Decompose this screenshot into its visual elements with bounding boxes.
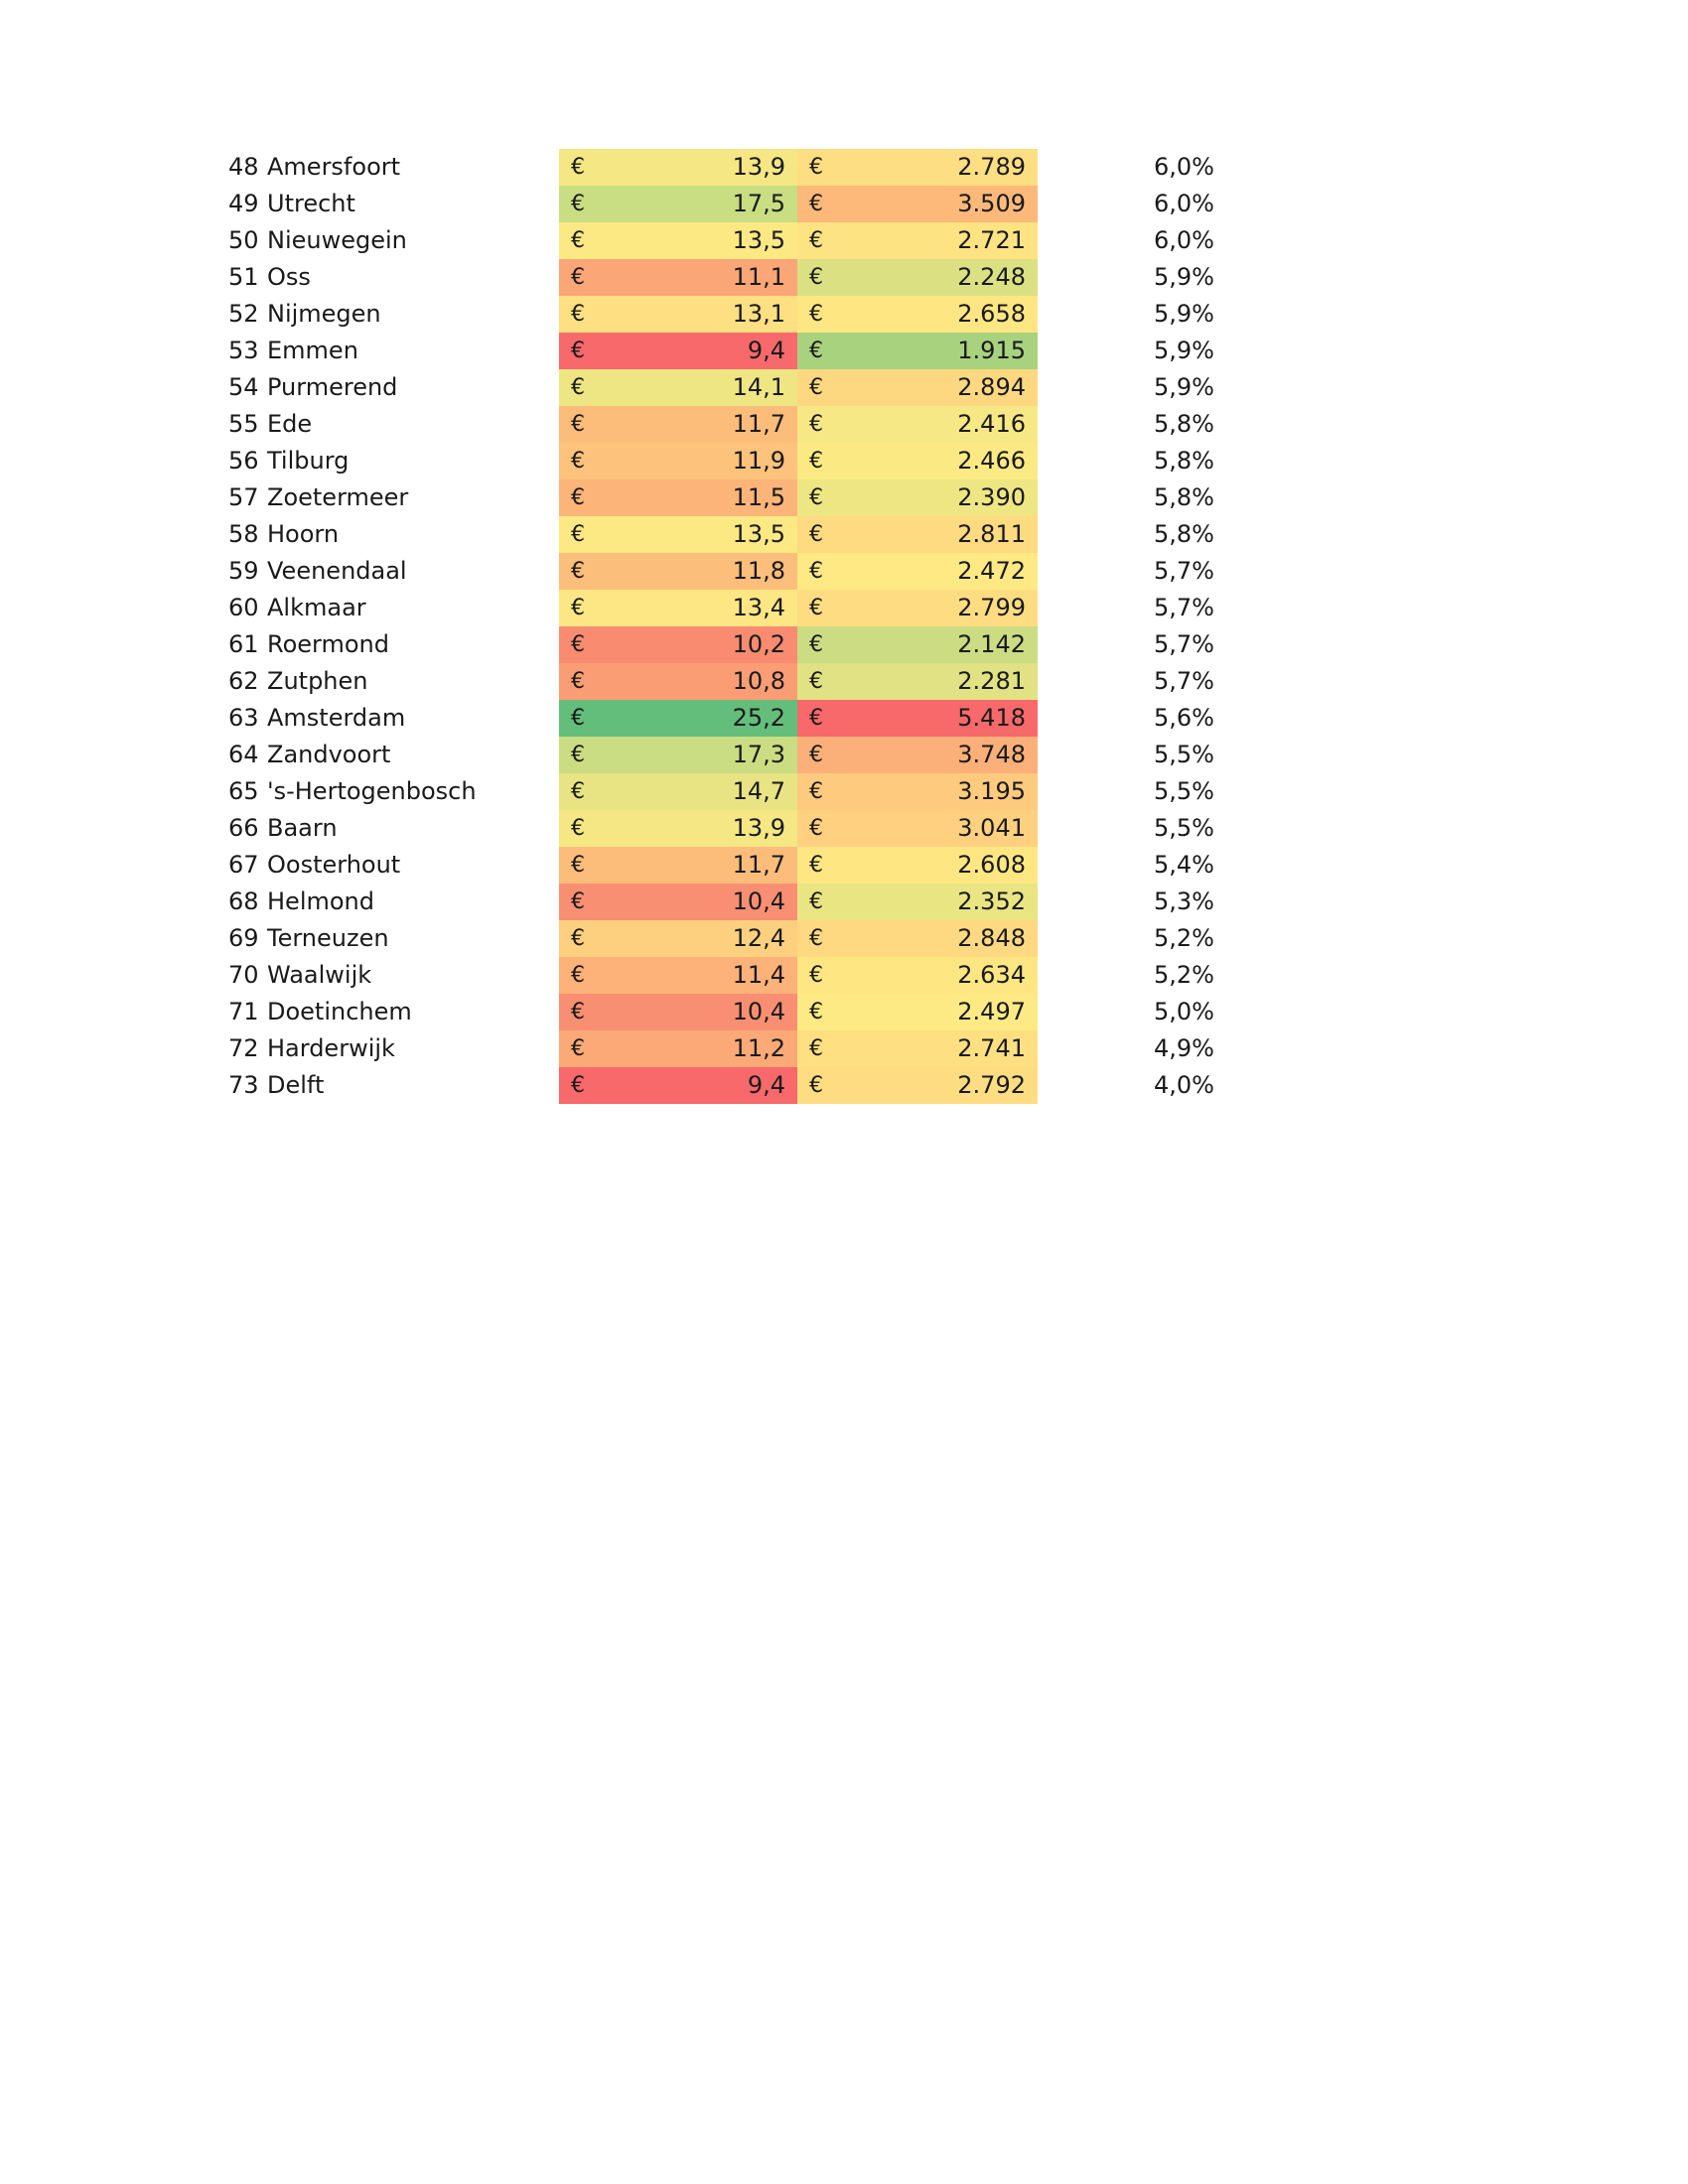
- table-row: [223, 957, 1216, 994]
- currency-symbol: €: [571, 779, 585, 804]
- value-a: 9,4: [747, 337, 785, 364]
- value-a: 25,2: [732, 704, 785, 732]
- value-a-cell: [559, 443, 797, 479]
- value-a-cell: [559, 810, 797, 847]
- currency-symbol: €: [571, 706, 585, 731]
- rank-cell: 60: [228, 594, 259, 621]
- rank-cell: 63: [228, 704, 259, 732]
- value-b-cell: [797, 700, 1038, 737]
- value-b-cell: [797, 479, 1038, 516]
- value-b: 3.041: [957, 814, 1026, 842]
- value-b: 2.472: [957, 557, 1026, 585]
- percent-cell: 5,5%: [1154, 777, 1214, 805]
- currency-symbol: €: [809, 816, 823, 841]
- value-b: 3.509: [957, 190, 1026, 217]
- value-a: 13,4: [732, 594, 785, 621]
- city-cell: Tilburg: [267, 447, 350, 475]
- currency-symbol: €: [571, 485, 585, 510]
- percent-cell: 6,0%: [1154, 153, 1214, 181]
- currency-symbol: €: [571, 1000, 585, 1024]
- value-a: 10,8: [732, 667, 785, 695]
- currency-symbol: €: [809, 596, 823, 620]
- table-row: [223, 443, 1216, 479]
- value-a-cell: [559, 1067, 797, 1104]
- city-cell: Zutphen: [267, 667, 368, 695]
- table-row: [223, 333, 1216, 369]
- value-a: 10,2: [732, 630, 785, 658]
- city-cell: Oosterhout: [267, 851, 401, 879]
- percent-cell: 5,9%: [1154, 337, 1214, 364]
- rank-cell: 59: [228, 557, 259, 585]
- value-b-cell: [797, 259, 1038, 296]
- percent-cell: 5,7%: [1154, 557, 1214, 585]
- value-b-cell: [797, 1030, 1038, 1067]
- value-a: 11,4: [732, 961, 785, 989]
- city-cell: Doetinchem: [267, 998, 412, 1025]
- currency-symbol: €: [571, 228, 585, 253]
- currency-symbol: €: [571, 375, 585, 400]
- rank-cell: 58: [228, 520, 259, 548]
- table-row: [223, 847, 1216, 884]
- currency-symbol: €: [571, 192, 585, 216]
- percent-cell: 5,0%: [1154, 998, 1214, 1025]
- currency-symbol: €: [571, 632, 585, 657]
- city-cell: Waalwijk: [267, 961, 372, 989]
- value-a-cell: [559, 149, 797, 186]
- value-a-cell: [559, 884, 797, 920]
- percent-cell: 5,2%: [1154, 924, 1214, 952]
- table-row: [223, 369, 1216, 406]
- city-cell: Zandvoort: [267, 741, 391, 768]
- value-b-cell: [797, 663, 1038, 700]
- table-row: [223, 626, 1216, 663]
- value-a-cell: [559, 516, 797, 553]
- currency-symbol: €: [809, 963, 823, 988]
- value-a: 17,5: [732, 190, 785, 217]
- value-b: 2.352: [957, 887, 1026, 915]
- currency-symbol: €: [809, 559, 823, 584]
- value-a-cell: [559, 296, 797, 333]
- currency-symbol: €: [809, 1073, 823, 1098]
- city-cell: Purmerend: [267, 373, 398, 401]
- city-cell: Nieuwegein: [267, 226, 407, 254]
- value-b: 2.466: [957, 447, 1026, 475]
- value-b: 2.811: [957, 520, 1026, 548]
- value-b: 2.848: [957, 924, 1026, 952]
- rank-cell: 55: [228, 410, 259, 438]
- rank-cell: 67: [228, 851, 259, 879]
- table-row: [223, 222, 1216, 259]
- rank-cell: 71: [228, 998, 259, 1025]
- value-b: 2.142: [957, 630, 1026, 658]
- value-b: 2.281: [957, 667, 1026, 695]
- rank-cell: 70: [228, 961, 259, 989]
- rank-cell: 57: [228, 483, 259, 511]
- value-b: 2.390: [957, 483, 1026, 511]
- city-cell: Zoetermeer: [267, 483, 409, 511]
- value-b: 2.894: [957, 373, 1026, 401]
- percent-cell: 5,7%: [1154, 630, 1214, 658]
- percent-cell: 5,7%: [1154, 594, 1214, 621]
- currency-symbol: €: [571, 1036, 585, 1061]
- currency-symbol: €: [571, 302, 585, 327]
- value-b: 1.915: [957, 337, 1026, 364]
- percent-cell: 5,7%: [1154, 667, 1214, 695]
- value-b-cell: [797, 516, 1038, 553]
- value-a-cell: [559, 957, 797, 994]
- city-cell: Roermond: [267, 630, 389, 658]
- value-a: 10,4: [732, 887, 785, 915]
- currency-symbol: €: [571, 412, 585, 437]
- currency-symbol: €: [809, 522, 823, 547]
- currency-symbol: €: [571, 926, 585, 951]
- city-cell: Nijmegen: [267, 300, 381, 328]
- percent-cell: 5,6%: [1154, 704, 1214, 732]
- percent-cell: 5,9%: [1154, 300, 1214, 328]
- value-a: 13,1: [732, 300, 785, 328]
- city-cell: Hoorn: [267, 520, 340, 548]
- value-a-cell: [559, 333, 797, 369]
- table-row: [223, 406, 1216, 443]
- currency-symbol: €: [809, 853, 823, 878]
- rank-cell: 65: [228, 777, 259, 805]
- currency-symbol: €: [571, 559, 585, 584]
- value-a: 13,5: [732, 520, 785, 548]
- value-b-cell: [797, 994, 1038, 1030]
- table-row: [223, 590, 1216, 626]
- currency-symbol: €: [809, 228, 823, 253]
- currency-symbol: €: [571, 743, 585, 767]
- city-cell: Emmen: [267, 337, 358, 364]
- table-row: [223, 994, 1216, 1030]
- value-b: 3.195: [957, 777, 1026, 805]
- table-row: [223, 920, 1216, 957]
- city-cell: Amsterdam: [267, 704, 406, 732]
- city-cell: Ede: [267, 410, 313, 438]
- percent-cell: 5,5%: [1154, 741, 1214, 768]
- currency-symbol: €: [809, 412, 823, 437]
- value-b: 2.497: [957, 998, 1026, 1025]
- value-b: 2.792: [957, 1071, 1026, 1099]
- currency-symbol: €: [571, 1073, 585, 1098]
- percent-cell: 5,4%: [1154, 851, 1214, 879]
- city-cell: Oss: [267, 263, 311, 291]
- value-b-cell: [797, 222, 1038, 259]
- value-a: 11,2: [732, 1034, 785, 1062]
- city-cell: Baarn: [267, 814, 338, 842]
- table-row: [223, 884, 1216, 920]
- value-a-cell: [559, 222, 797, 259]
- city-cell: Delft: [267, 1071, 325, 1099]
- table-row: [223, 810, 1216, 847]
- percent-cell: 5,8%: [1154, 520, 1214, 548]
- value-a: 13,9: [732, 814, 785, 842]
- city-cell: Utrecht: [267, 190, 355, 217]
- value-a: 13,5: [732, 226, 785, 254]
- value-a: 12,4: [732, 924, 785, 952]
- percent-cell: 5,9%: [1154, 263, 1214, 291]
- value-b: 2.248: [957, 263, 1026, 291]
- value-a: 9,4: [747, 1071, 785, 1099]
- value-b: 5.418: [957, 704, 1026, 732]
- currency-symbol: €: [809, 265, 823, 290]
- value-b-cell: [797, 369, 1038, 406]
- currency-symbol: €: [571, 596, 585, 620]
- value-a: 11,7: [732, 851, 785, 879]
- rank-cell: 48: [228, 153, 259, 181]
- currency-symbol: €: [809, 706, 823, 731]
- currency-symbol: €: [809, 926, 823, 951]
- value-a-cell: [559, 590, 797, 626]
- value-a: 10,4: [732, 998, 785, 1025]
- percent-cell: 5,8%: [1154, 483, 1214, 511]
- value-b-cell: [797, 773, 1038, 810]
- currency-symbol: €: [571, 853, 585, 878]
- value-b-cell: [797, 590, 1038, 626]
- value-b: 2.658: [957, 300, 1026, 328]
- table-row: [223, 1067, 1216, 1104]
- value-a-cell: [559, 479, 797, 516]
- rank-cell: 52: [228, 300, 259, 328]
- value-a: 11,1: [732, 263, 785, 291]
- value-b: 2.416: [957, 410, 1026, 438]
- value-a-cell: [559, 369, 797, 406]
- rank-cell: 53: [228, 337, 259, 364]
- percent-cell: 6,0%: [1154, 190, 1214, 217]
- currency-symbol: €: [571, 889, 585, 914]
- rank-cell: 61: [228, 630, 259, 658]
- table-row: [223, 259, 1216, 296]
- table-row: [223, 186, 1216, 222]
- currency-symbol: €: [809, 779, 823, 804]
- value-b: 2.634: [957, 961, 1026, 989]
- percent-cell: 5,8%: [1154, 447, 1214, 475]
- city-cell: Harderwijk: [267, 1034, 395, 1062]
- value-b: 2.789: [957, 153, 1026, 181]
- rank-cell: 49: [228, 190, 259, 217]
- currency-symbol: €: [809, 889, 823, 914]
- rank-cell: 64: [228, 741, 259, 768]
- percent-cell: 5,3%: [1154, 887, 1214, 915]
- currency-symbol: €: [571, 816, 585, 841]
- currency-symbol: €: [571, 155, 585, 180]
- currency-symbol: €: [571, 449, 585, 474]
- value-b-cell: [797, 920, 1038, 957]
- percent-cell: 5,2%: [1154, 961, 1214, 989]
- currency-symbol: €: [809, 339, 823, 363]
- table-row: [223, 479, 1216, 516]
- currency-symbol: €: [809, 1036, 823, 1061]
- rank-cell: 51: [228, 263, 259, 291]
- table-row: [223, 700, 1216, 737]
- city-cell: Helmond: [267, 887, 374, 915]
- city-cell: Alkmaar: [267, 594, 366, 621]
- table-row: [223, 149, 1216, 186]
- value-a-cell: [559, 994, 797, 1030]
- city-cell: 's-Hertogenbosch: [267, 777, 477, 805]
- value-b-cell: [797, 553, 1038, 590]
- currency-symbol: €: [571, 265, 585, 290]
- value-a-cell: [559, 406, 797, 443]
- value-a-cell: [559, 700, 797, 737]
- value-a-cell: [559, 663, 797, 700]
- currency-symbol: €: [809, 302, 823, 327]
- percent-cell: 4,0%: [1154, 1071, 1214, 1099]
- table-row: [223, 737, 1216, 773]
- percent-cell: 5,8%: [1154, 410, 1214, 438]
- percent-cell: 6,0%: [1154, 226, 1214, 254]
- value-a-cell: [559, 259, 797, 296]
- currency-symbol: €: [809, 192, 823, 216]
- table-row: [223, 516, 1216, 553]
- value-b-cell: [797, 406, 1038, 443]
- value-a-cell: [559, 1030, 797, 1067]
- value-b-cell: [797, 1067, 1038, 1104]
- value-a: 13,9: [732, 153, 785, 181]
- value-a-cell: [559, 737, 797, 773]
- currency-symbol: €: [809, 743, 823, 767]
- currency-symbol: €: [809, 1000, 823, 1024]
- value-b: 2.608: [957, 851, 1026, 879]
- value-b-cell: [797, 186, 1038, 222]
- rank-cell: 73: [228, 1071, 259, 1099]
- rank-cell: 62: [228, 667, 259, 695]
- percent-cell: 5,5%: [1154, 814, 1214, 842]
- value-b-cell: [797, 443, 1038, 479]
- currency-symbol: €: [809, 485, 823, 510]
- value-b: 2.799: [957, 594, 1026, 621]
- value-b-cell: [797, 957, 1038, 994]
- currency-symbol: €: [809, 669, 823, 694]
- city-cell: Veenendaal: [267, 557, 407, 585]
- value-a-cell: [559, 847, 797, 884]
- rank-cell: 69: [228, 924, 259, 952]
- value-b-cell: [797, 296, 1038, 333]
- value-b: 3.748: [957, 741, 1026, 768]
- rank-cell: 54: [228, 373, 259, 401]
- rank-cell: 66: [228, 814, 259, 842]
- table-row: [223, 296, 1216, 333]
- value-a: 14,7: [732, 777, 785, 805]
- currency-symbol: €: [571, 963, 585, 988]
- value-a-cell: [559, 626, 797, 663]
- value-a: 17,3: [732, 741, 785, 768]
- value-b: 2.741: [957, 1034, 1026, 1062]
- currency-symbol: €: [809, 449, 823, 474]
- value-b-cell: [797, 810, 1038, 847]
- value-a: 11,9: [732, 447, 785, 475]
- city-cell: Amersfoort: [267, 153, 401, 181]
- value-a-cell: [559, 920, 797, 957]
- currency-symbol: €: [809, 155, 823, 180]
- value-b-cell: [797, 847, 1038, 884]
- value-b-cell: [797, 737, 1038, 773]
- value-b: 2.721: [957, 226, 1026, 254]
- currency-symbol: €: [571, 339, 585, 363]
- percent-cell: 4,9%: [1154, 1034, 1214, 1062]
- value-a: 11,8: [732, 557, 785, 585]
- rank-cell: 72: [228, 1034, 259, 1062]
- spreadsheet-table: [223, 149, 1216, 1104]
- percent-cell: 5,9%: [1154, 373, 1214, 401]
- value-a-cell: [559, 553, 797, 590]
- currency-symbol: €: [809, 375, 823, 400]
- table-row: [223, 663, 1216, 700]
- table-row: [223, 1030, 1216, 1067]
- currency-symbol: €: [571, 669, 585, 694]
- table-row: [223, 553, 1216, 590]
- value-a-cell: [559, 186, 797, 222]
- rank-cell: 56: [228, 447, 259, 475]
- rank-cell: 68: [228, 887, 259, 915]
- value-a: 11,7: [732, 410, 785, 438]
- rank-cell: 50: [228, 226, 259, 254]
- value-b-cell: [797, 149, 1038, 186]
- value-a: 11,5: [732, 483, 785, 511]
- value-b-cell: [797, 626, 1038, 663]
- currency-symbol: €: [809, 632, 823, 657]
- value-b-cell: [797, 333, 1038, 369]
- value-a: 14,1: [732, 373, 785, 401]
- value-a-cell: [559, 773, 797, 810]
- table-row: [223, 773, 1216, 810]
- currency-symbol: €: [571, 522, 585, 547]
- city-cell: Terneuzen: [267, 924, 389, 952]
- value-b-cell: [797, 884, 1038, 920]
